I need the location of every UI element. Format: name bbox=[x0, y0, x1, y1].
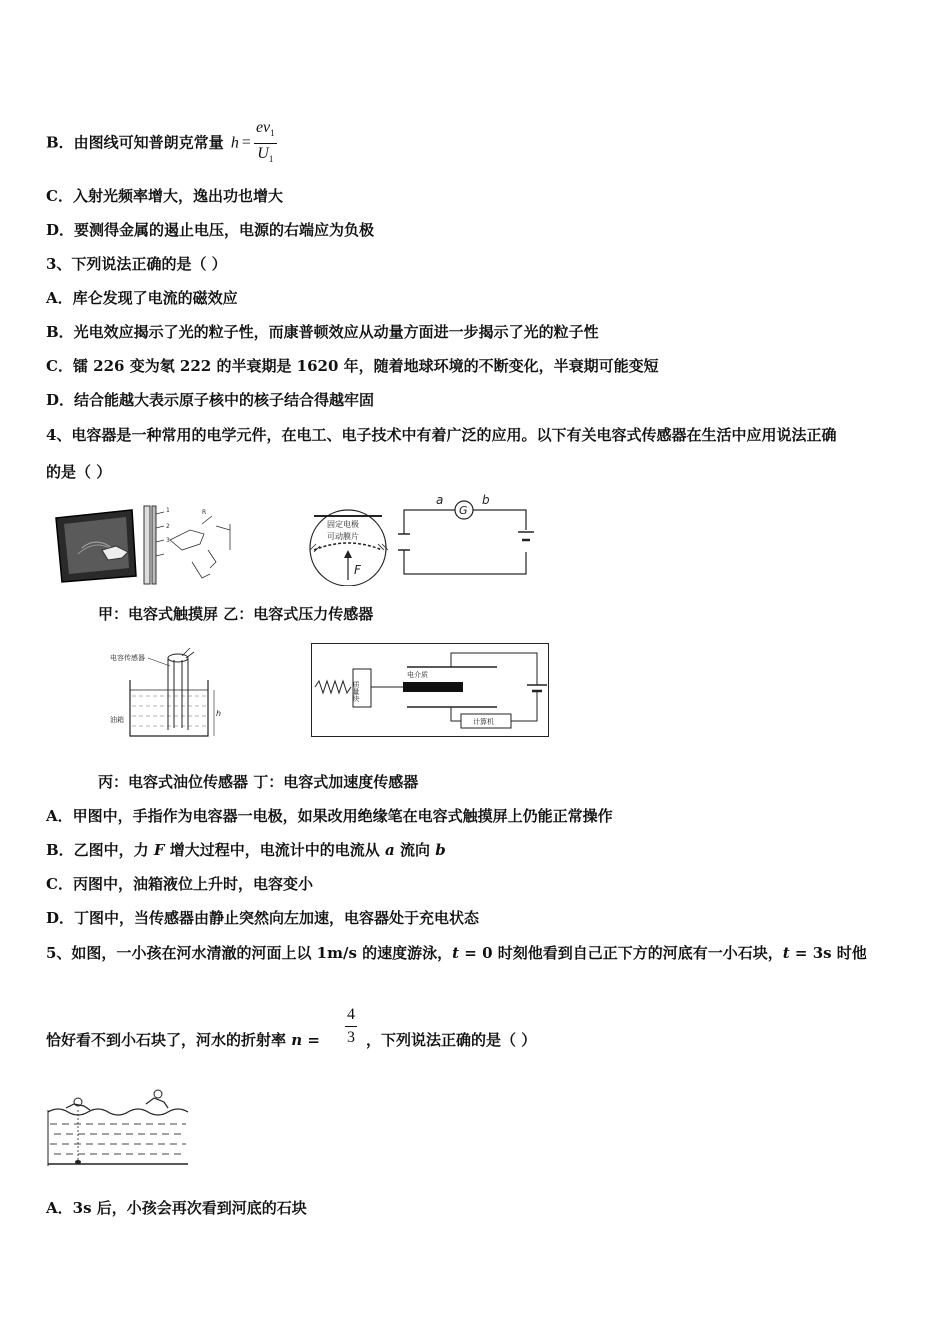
refractive-index-symbol: n bbox=[291, 1031, 303, 1049]
q3-option-b: B．光电效应揭示了光的粒子性，而康普顿效应从动量方面进一步揭示了光的粒子性 bbox=[46, 323, 599, 341]
formula-eq: = bbox=[241, 134, 251, 152]
q3-option-c: C．镭 226 变为氡 222 的半衰期是 1620 年，随着地球环境的不断变化，半衰期可能变短 bbox=[46, 357, 659, 375]
point-b-label: b bbox=[482, 494, 490, 507]
figure-river-swimmer bbox=[46, 1086, 190, 1170]
height-label: h bbox=[216, 709, 222, 718]
svg-text:2: 2 bbox=[166, 523, 170, 530]
dielectric-label: 电介质 bbox=[407, 671, 428, 679]
formula-numerator: $e\nu_1$ bbox=[254, 118, 277, 144]
figure-oil-level-sensor bbox=[108, 646, 228, 742]
planck-formula bbox=[231, 118, 277, 169]
svg-text:1: 1 bbox=[166, 507, 170, 514]
fixed-electrode-label: 固定电极 bbox=[327, 520, 359, 529]
movable-film-label: 可动膜片 bbox=[327, 532, 359, 541]
q4-option-d: D．丁图中，当传感器由静止突然向左加速，电容器处于充电状态 bbox=[46, 909, 480, 927]
q2-option-d: D．要测得金属的遏止电压，电源的右端应为负极 bbox=[46, 221, 375, 239]
q5-stem-line2: 恰好看不到小石块了，河水的折射率 n = bbox=[46, 1031, 320, 1049]
q4-caption-1: 甲：电容式触摸屏 乙：电容式压力传感器 bbox=[98, 605, 374, 623]
q3-option-a: A．库仑发现了电流的磁效应 bbox=[46, 289, 238, 307]
q3-option-d: D．结合能越大表示原子核中的核子结合得越牢固 bbox=[46, 391, 375, 409]
figure-touchscreen bbox=[52, 500, 242, 590]
svg-text:R: R bbox=[202, 509, 207, 516]
galvanometer-label: G bbox=[459, 504, 468, 517]
svg-text:3: 3 bbox=[166, 537, 170, 544]
q4-option-a: A．甲图中，手指作为电容器一电极，如果改用绝缘笔在电容式触摸屏上仍能正常操作 bbox=[46, 807, 613, 825]
point-a-symbol: a bbox=[385, 841, 395, 859]
q4-stem-line1: 4、电容器是一种常用的电学元件，在电工、电子技术中有着广泛的应用。以下有关电容式传感器在生活中应用说法正确 bbox=[46, 426, 837, 444]
q4-stem-line2: 的是（ ） bbox=[46, 463, 112, 481]
refractive-index-fraction: $\frac{4}{3}$ bbox=[347, 1006, 355, 1046]
q5-stem-line1: 5、如图，一小孩在河水清澈的河面上以 1m/s 的速度游泳，t = 0 时刻他看到自己正下方的河底有一小石块，t = 3s 时他 bbox=[46, 944, 867, 962]
q4-caption-2: 丙：电容式油位传感器 丁：电容式加速度传感器 bbox=[98, 773, 419, 791]
q5-option-a: A．3s 后，小孩会再次看到河底的石块 bbox=[46, 1199, 307, 1217]
formula-denominator: $U_1$ bbox=[257, 145, 274, 165]
q5-stem-line2-tail: ，下列说法正确的是（ ） bbox=[366, 1031, 537, 1049]
q4-option-c: C．丙图中，油箱液位上升时，电容变小 bbox=[46, 875, 313, 893]
q3-stem: 3、下列说法正确的是（ ） bbox=[46, 255, 227, 273]
q2-option-c: C．入射光频率增大，逸出功也增大 bbox=[46, 187, 283, 205]
force-label: F bbox=[354, 563, 361, 577]
figure-pressure-sensor bbox=[296, 494, 536, 586]
oil-tank-label: 油箱 bbox=[110, 716, 124, 724]
q2-option-b bbox=[46, 118, 277, 169]
force-symbol: F bbox=[153, 841, 165, 859]
point-b-symbol: b bbox=[435, 841, 446, 859]
mass-block-label: 质量块 bbox=[352, 681, 360, 702]
point-a-label: a bbox=[436, 494, 444, 507]
q2-option-b-text: B．由图线可知普朗克常量 bbox=[46, 133, 224, 152]
capacitive-sensor-label: 电容传感器 bbox=[110, 654, 145, 662]
formula-h: h bbox=[230, 134, 239, 152]
q4-option-b: B．乙图中，力 F 增大过程中，电流计中的电流从 a 流向 b bbox=[46, 841, 446, 859]
formula-fraction bbox=[254, 118, 277, 169]
computer-label: 计算机 bbox=[473, 718, 494, 726]
figure-acceleration-sensor bbox=[311, 643, 549, 737]
